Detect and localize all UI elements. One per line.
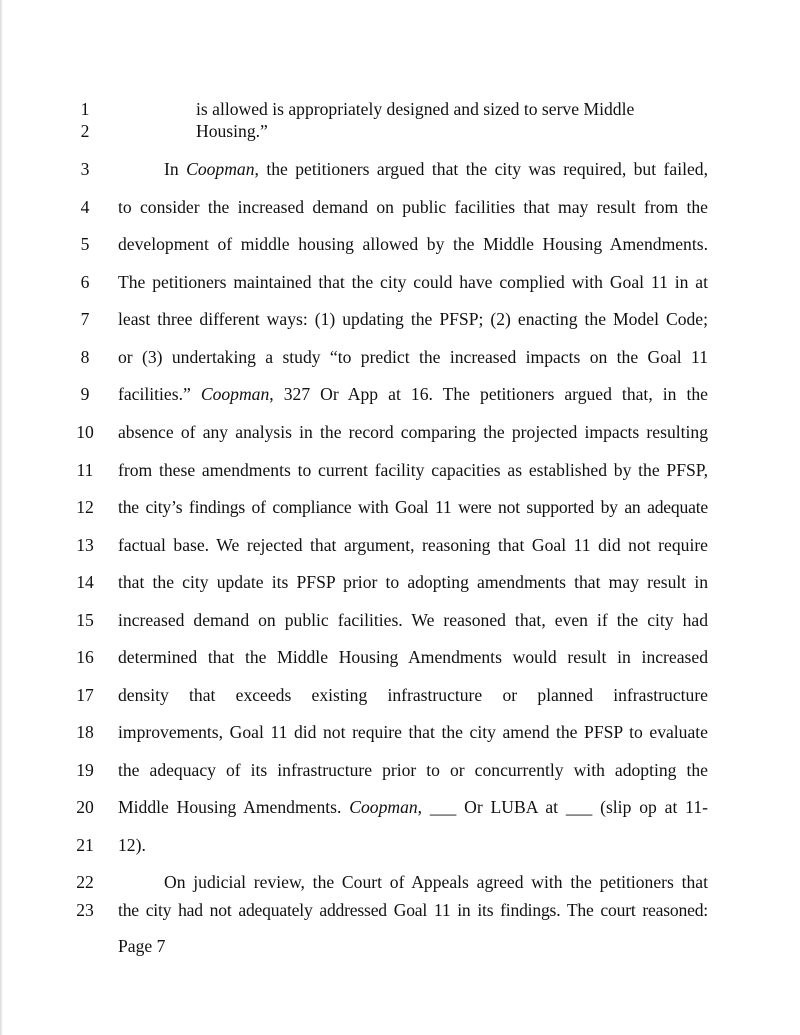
- body-text: from these amendments to current facility capacities as established by the PFSP,: [118, 460, 708, 480]
- text-run: In: [164, 159, 187, 179]
- text-run: , 327 Or App at 16. The petitioners argued that, in the: [269, 384, 708, 404]
- line-number: 1: [80, 99, 90, 119]
- case-name: Coopman: [186, 159, 255, 179]
- line-number: 5: [80, 234, 90, 254]
- body-text: determined that the Middle Housing Amendments would result in increased: [118, 647, 708, 667]
- line-number: 11: [76, 460, 94, 480]
- line-number: 4: [80, 197, 90, 217]
- line-number: 2: [80, 121, 90, 141]
- body-text: or (3) undertaking a study “to predict the increased impacts on the Goal 11: [118, 347, 708, 367]
- line-number: 3: [80, 159, 90, 179]
- line-number: 13: [76, 535, 94, 555]
- body-text: increased demand on public facilities. We reasoned that, even if the city had: [118, 610, 708, 630]
- body-text: least three different ways: (1) updating the PFSP; (2) enacting the Model Code;: [118, 309, 708, 329]
- line-number: 21: [76, 835, 94, 855]
- body-text: improvements, Goal 11 did not require that the city amend the PFSP to evaluate: [118, 722, 708, 742]
- body-text: that the city update its PFSP prior to adopting amendments that may result in: [118, 572, 708, 592]
- text-run: , ___ Or LUBA at ___ (slip op at 11-: [417, 797, 708, 817]
- line-number: 22: [76, 872, 94, 892]
- body-text: factual base. We rejected that argument, reasoning that Goal 11 did not require: [118, 535, 708, 555]
- line-number: 12: [76, 497, 94, 517]
- line-number: 6: [80, 272, 90, 292]
- body-text: 12).: [118, 835, 146, 855]
- page-edge-shadow: [0, 0, 3, 1035]
- body-text: [164, 158, 708, 180]
- text-run: Middle Housing Amendments.: [118, 797, 350, 817]
- line-number: 9: [80, 384, 90, 404]
- line-number: 16: [76, 647, 94, 667]
- line-number: 20: [76, 797, 94, 817]
- body-text: [118, 383, 708, 405]
- body-text: density that exceeds existing infrastructure or planned infrastructure: [118, 685, 708, 705]
- line-number: 8: [80, 347, 90, 367]
- body-text: The petitioners maintained that the city could have complied with Goal 11 in at: [118, 272, 708, 292]
- body-text: the city’s findings of compliance with Goal 11 were not supported by an adequate: [118, 497, 708, 517]
- line-number: 10: [76, 422, 94, 442]
- body-text: development of middle housing allowed by the Middle Housing Amendments.: [118, 234, 708, 254]
- page-number: Page 7: [118, 936, 166, 956]
- line-number: 15: [76, 610, 94, 630]
- body-text: absence of any analysis in the record comparing the projected impacts resulting: [118, 422, 708, 442]
- body-text: [118, 796, 708, 818]
- line-number: 23: [76, 900, 94, 920]
- line-number: 19: [76, 760, 94, 780]
- quote-text: Housing.”: [196, 121, 268, 141]
- body-text: the city had not adequately addressed Goal 11 in its findings. The court reasoned:: [118, 900, 708, 920]
- case-name: Coopman: [349, 797, 418, 817]
- text-run: facilities.”: [118, 384, 201, 404]
- body-text: On judicial review, the Court of Appeals agreed with the petitioners that: [164, 872, 708, 892]
- body-text: the adequacy of its infrastructure prior to or concurrently with adopting the: [118, 760, 708, 780]
- case-name: Coopman: [200, 384, 270, 404]
- body-text: to consider the increased demand on public facilities that may result from the: [118, 197, 708, 217]
- text-run: , the petitioners argued that the city was required, but failed,: [254, 159, 708, 179]
- line-number: 14: [76, 572, 94, 592]
- line-number: 18: [76, 722, 94, 742]
- line-number: 7: [80, 309, 90, 329]
- quote-text: is allowed is appropriately designed and sized to serve Middle: [196, 99, 635, 119]
- line-number: 17: [76, 685, 94, 705]
